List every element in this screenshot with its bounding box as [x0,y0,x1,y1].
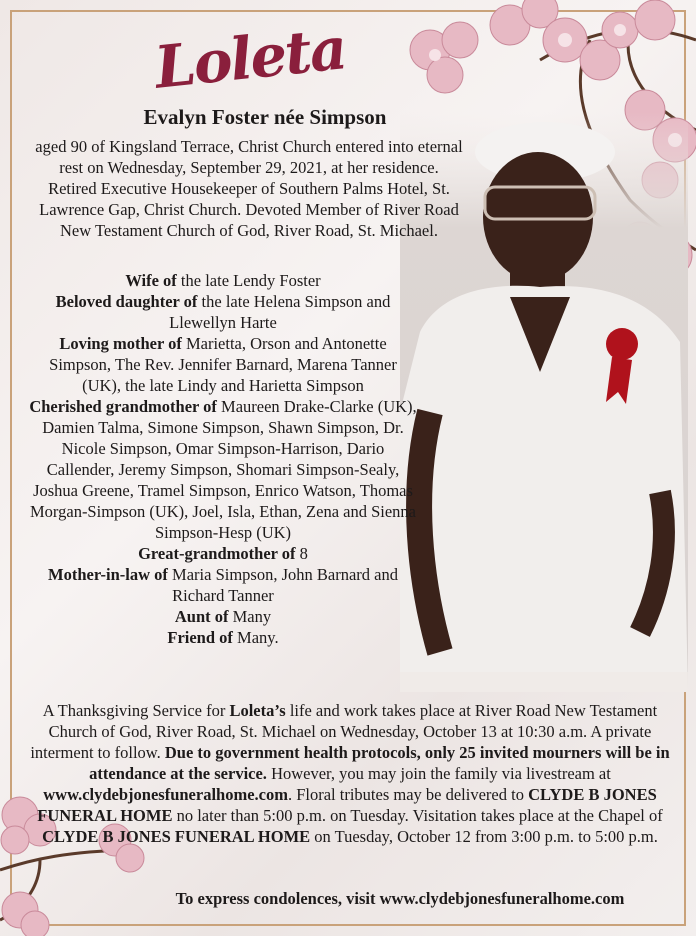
relation-row: Loving mother of Marietta, Orson and Antonette Simpson, The Rev. Jennifer Barnard, Marena Tanner (UK), the late Lindy and Harietta Simpson [49,334,397,395]
subtitle-name: Evalyn Foster née Simpson [143,105,387,129]
relation-row: Friend of Many. [167,628,279,647]
condolence-line: To express condolences, visit www.clydebjonesfuneralhome.com [175,889,625,908]
relation-row: Beloved daughter of the late Helena Simpson and Llewellyn Harte [55,292,391,332]
relation-row: Wife of the late Lendy Foster [125,271,321,290]
relation-row: Cherished grandmother of Maureen Drake-Clarke (UK), Damien Talma, Simone Simpson, Shawn Simpson, Dr. Nicole Simpson, Omar Simpson-Harrison, Dario Callender, Jeremy Simpson, Shomari Simpson-Sealy, Joshua Greene, Tramel Simpson, Enrico Watson, Thomas Morgan-Simpson (UK), Joel, Isla, Ethan, Zena and Sienna Simpson-Hesp (UK) [29,397,417,542]
title-script: Loleta [151,14,349,102]
relation-row: Mother-in-law of Maria Simpson, John Barnard and Richard Tanner [48,565,398,605]
intro-paragraph: aged 90 of Kingsland Terrace, Christ Church entered into eternal rest on Wednesday, September 29, 2021, at her residence. Retired Executive Housekeeper of Southern Palms Hotel, St. Lawrence Gap, Christ Church. Devoted Member of River Road New Testament Church of God, River Road, St. Michael. [35,137,463,240]
relation-row: Great-grandmother of 8 [138,544,308,563]
relation-row: Aunt of Many [174,607,272,626]
service-paragraph: A Thanksgiving Service for Loleta’s life and work takes place at River Road New Testament Church of God, River Road, St. Michael on Wednesday, October 13 at 10:30 a.m. A private interment to follow. Due to government health protocols, only 25 invited mourners will be in attendance at the service. However, you may join the family via livestream at www.clydebjonesfuneralhome.com. Floral tributes may be delivered to CLYDE B JONES FUNERAL HOME no later than 5:00 p.m. on Tuesday. Visitation takes place at the Chapel of CLYDE B JONES FUNERAL HOME on Tuesday, October 12 from 3:00 p.m. to 5:00 p.m. [30,701,670,846]
family-relations [28,270,418,648]
